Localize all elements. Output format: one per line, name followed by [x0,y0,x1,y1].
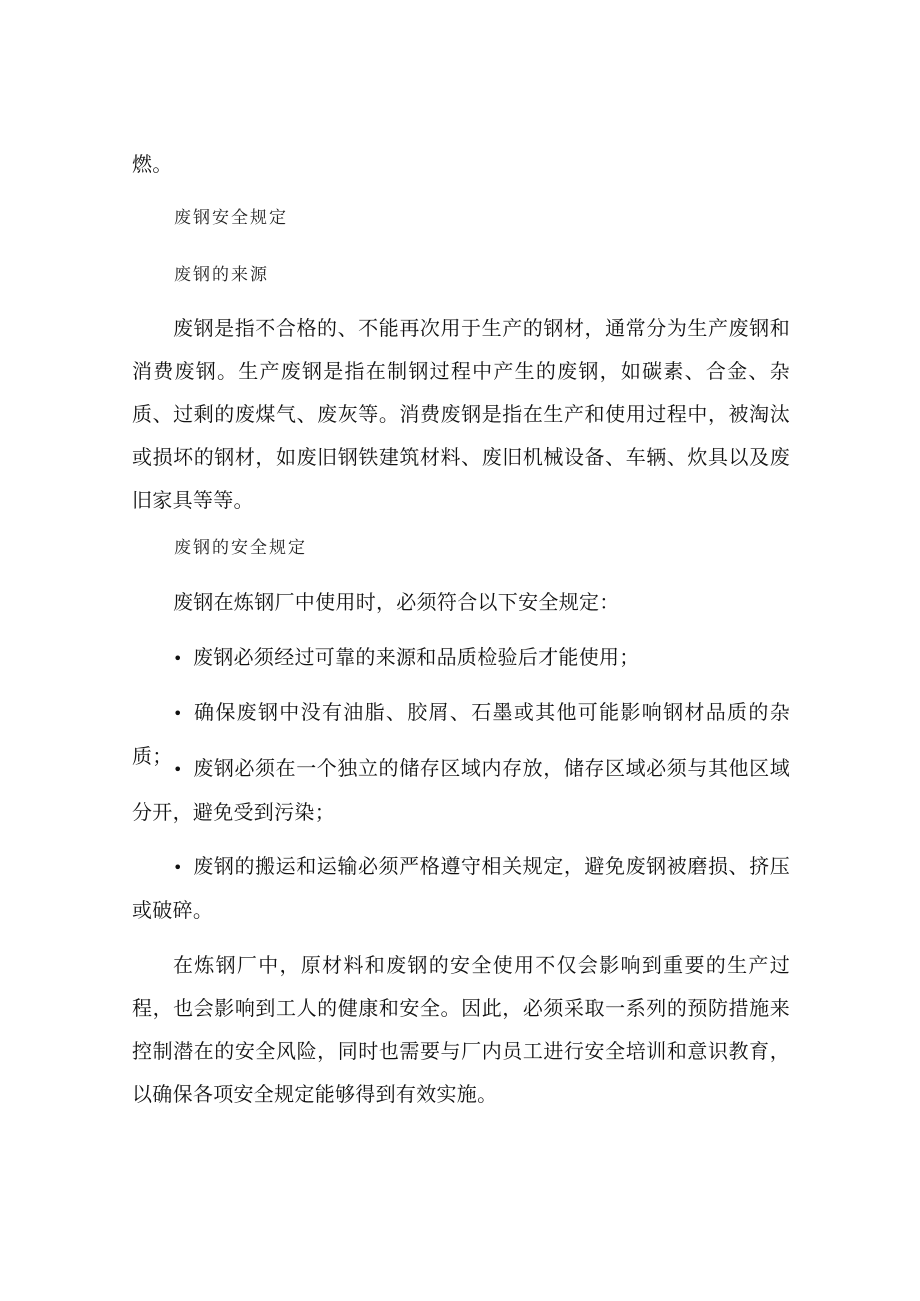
paragraph-source: 废钢是指不合格的、不能再次用于生产的钢材，通常分为生产废钢和消费废钢。生产废钢是指在制钢过程中产生的废钢，如碳素、合金、杂质、过剩的废煤气、废灰等。消费废钢是指在生产和使用过程中，被淘汰或损坏的钢材，如废旧钢铁建筑材料、废旧机械设备、车辆、炊具以及废旧家具等等。 [132,316,790,512]
bullet-icon: • [173,858,183,877]
list-item-text: 废钢必须经过可靠的来源和品质检验后才能使用； [193,645,640,669]
paragraph-intro: 废钢在炼钢厂中使用时，必须符合以下安全规定： [173,590,620,614]
continuation-text: 燃。 [132,152,173,176]
paragraph-conclusion: 在炼钢厂中，原材料和废钢的安全使用不仅会影响到重要的生产过程，也会影响到工人的健康和安全。因此，必须采取一系列的预防措施来控制潜在的安全风险，同时也需要与厂内员工进行安全培训和意识教育，以确保各项安全规定能够得到有效实施。 [132,953,790,1106]
section-heading-source: 废钢的来源 [174,265,269,285]
list-item-text: 确保废钢中没有油脂、胶屑、石墨或其他可能影响钢材品质的杂质； [132,700,790,768]
list-item-text: 废钢必须在一个独立的储存区域内存放，储存区域必须与其他区域分开，避免受到污染； [132,756,790,824]
list-item [132,636,790,680]
section-heading-safety: 废钢的安全规定 [174,538,307,558]
bullet-icon: • [173,649,183,668]
list-item-text: 废钢的搬运和运输必须严格遵守相关规定，避免废钢被磨损、挤压或破碎。 [132,854,790,922]
bullet-icon: • [173,760,183,779]
list-item [132,845,790,932]
list-item [132,747,790,834]
section-heading-safety-rules: 废钢安全规定 [174,208,288,228]
bullet-icon: • [173,704,183,723]
